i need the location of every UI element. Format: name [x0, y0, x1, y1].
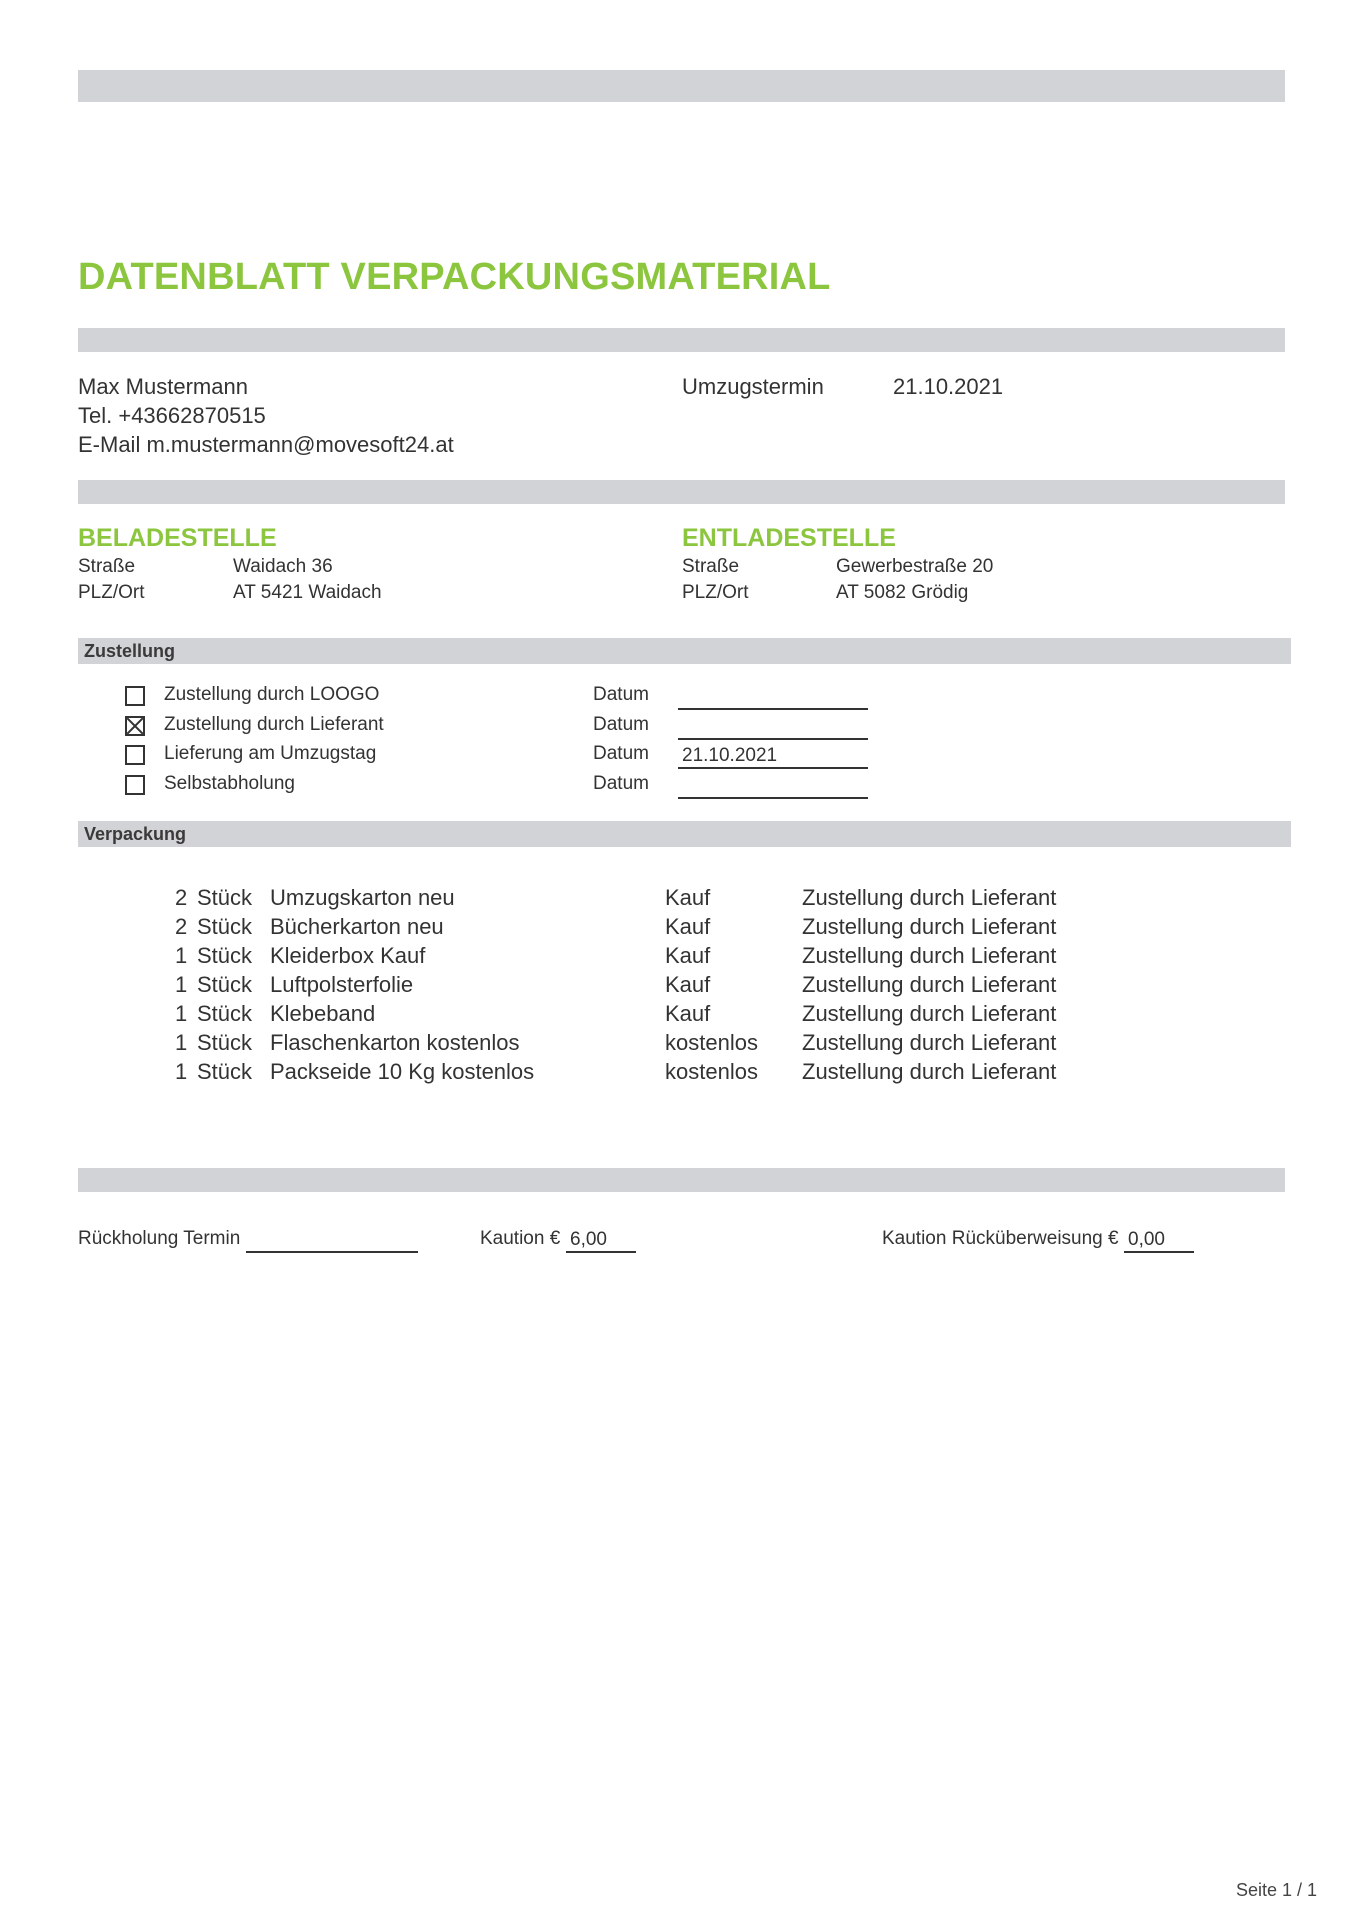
- packaging-heading: Verpackung: [84, 824, 187, 844]
- unloading-city-label: PLZ/Ort: [682, 582, 749, 603]
- item-qty: 2: [175, 914, 188, 939]
- unloading-street-label: Straße: [682, 556, 740, 577]
- date-label: Datum: [593, 743, 649, 764]
- item-delivery: Zustellung durch Lieferant: [802, 1059, 1057, 1084]
- item-qty: 1: [175, 1059, 188, 1084]
- item-unit: Stück: [197, 1059, 253, 1084]
- separator-bar: [78, 328, 1285, 352]
- delivery-option-label: Lieferung am Umzugstag: [164, 743, 377, 764]
- item-unit: Stück: [197, 972, 253, 997]
- item-unit: Stück: [197, 1001, 253, 1026]
- customer-info: [78, 372, 454, 459]
- item-type: Kauf: [665, 914, 711, 939]
- checkbox[interactable]: [125, 686, 145, 706]
- item-qty: 2: [175, 885, 188, 910]
- refund-field[interactable]: 0,00: [1124, 1229, 1194, 1253]
- item-type: Kauf: [665, 943, 711, 968]
- unloading-city: AT 5082 Grödig: [836, 582, 969, 603]
- item-name: Kleiderbox Kauf: [270, 943, 426, 968]
- date-field[interactable]: [678, 686, 868, 710]
- item-unit: Stück: [197, 943, 253, 968]
- item-qty: 1: [175, 1001, 188, 1026]
- item-delivery: Zustellung durch Lieferant: [802, 1030, 1057, 1055]
- loading-heading: BELADESTELLE: [78, 524, 277, 552]
- delivery-option-label: Selbstabholung: [164, 773, 295, 794]
- loading-street-label: Straße: [78, 556, 136, 577]
- customer-name: Max Mustermann: [78, 374, 248, 399]
- deposit-label: Kaution €: [480, 1228, 561, 1249]
- item-delivery: Zustellung durch Lieferant: [802, 885, 1057, 910]
- checkbox-checked[interactable]: [125, 716, 145, 736]
- separator-bar: [78, 1168, 1285, 1192]
- date-label: Datum: [593, 773, 649, 794]
- item-name: Packseide 10 Kg kostenlos: [270, 1059, 535, 1084]
- packaging-section-bar: [78, 821, 1291, 847]
- item-unit: Stück: [197, 1030, 253, 1055]
- move-date-label: Umzugstermin: [682, 374, 824, 399]
- item-qty: 1: [175, 1030, 188, 1055]
- separator-bar: [78, 480, 1285, 504]
- checkbox[interactable]: [125, 775, 145, 795]
- move-date: 21.10.2021: [893, 374, 1004, 399]
- item-name: Bücherkarton neu: [270, 914, 444, 939]
- date-field[interactable]: [678, 775, 868, 799]
- return-date-field[interactable]: [246, 1229, 418, 1253]
- refund-label: Kaution Rücküberweisung €: [882, 1228, 1119, 1249]
- item-delivery: Zustellung durch Lieferant: [802, 972, 1057, 997]
- delivery-heading: Zustellung: [84, 641, 175, 661]
- loading-street: Waidach 36: [233, 556, 333, 577]
- delivery-option-label: Zustellung durch Lieferant: [164, 714, 384, 735]
- item-delivery: Zustellung durch Lieferant: [802, 943, 1057, 968]
- date-label: Datum: [593, 684, 649, 705]
- unloading-street: Gewerbestraße 20: [836, 556, 994, 577]
- delivery-option-label: Zustellung durch LOOGO: [164, 684, 380, 705]
- item-name: Luftpolsterfolie: [270, 972, 414, 997]
- date-field[interactable]: 21.10.2021: [678, 745, 868, 769]
- return-date-label: Rückholung Termin: [78, 1228, 241, 1249]
- item-delivery: Zustellung durch Lieferant: [802, 914, 1057, 939]
- item-name: Umzugskarton neu: [270, 885, 455, 910]
- item-name: Klebeband: [270, 1001, 376, 1026]
- item-name: Flaschenkarton kostenlos: [270, 1030, 520, 1055]
- date-field[interactable]: [678, 716, 868, 740]
- item-type: kostenlos: [665, 1030, 758, 1055]
- item-type: Kauf: [665, 885, 711, 910]
- item-unit: Stück: [197, 914, 253, 939]
- delivery-section-bar: [78, 638, 1291, 664]
- item-type: Kauf: [665, 972, 711, 997]
- checkbox[interactable]: [125, 745, 145, 765]
- top-bar: [78, 70, 1285, 102]
- item-qty: 1: [175, 972, 188, 997]
- item-type: kostenlos: [665, 1059, 758, 1084]
- item-type: Kauf: [665, 1001, 711, 1026]
- loading-city-label: PLZ/Ort: [78, 582, 145, 603]
- item-unit: Stück: [197, 885, 253, 910]
- page-number: Seite 1 / 1: [1235, 1880, 1317, 1900]
- customer-email: E-Mail m.mustermann@movesoft24.at: [78, 432, 454, 457]
- deposit-field[interactable]: 6,00: [566, 1229, 636, 1253]
- unloading-heading: ENTLADESTELLE: [682, 524, 896, 552]
- item-qty: 1: [175, 943, 188, 968]
- date-label: Datum: [593, 714, 649, 735]
- customer-tel: Tel. +43662870515: [78, 403, 266, 428]
- page-title: DATENBLATT VERPACKUNGSMATERIAL: [78, 256, 831, 298]
- item-delivery: Zustellung durch Lieferant: [802, 1001, 1057, 1026]
- loading-city: AT 5421 Waidach: [233, 582, 382, 603]
